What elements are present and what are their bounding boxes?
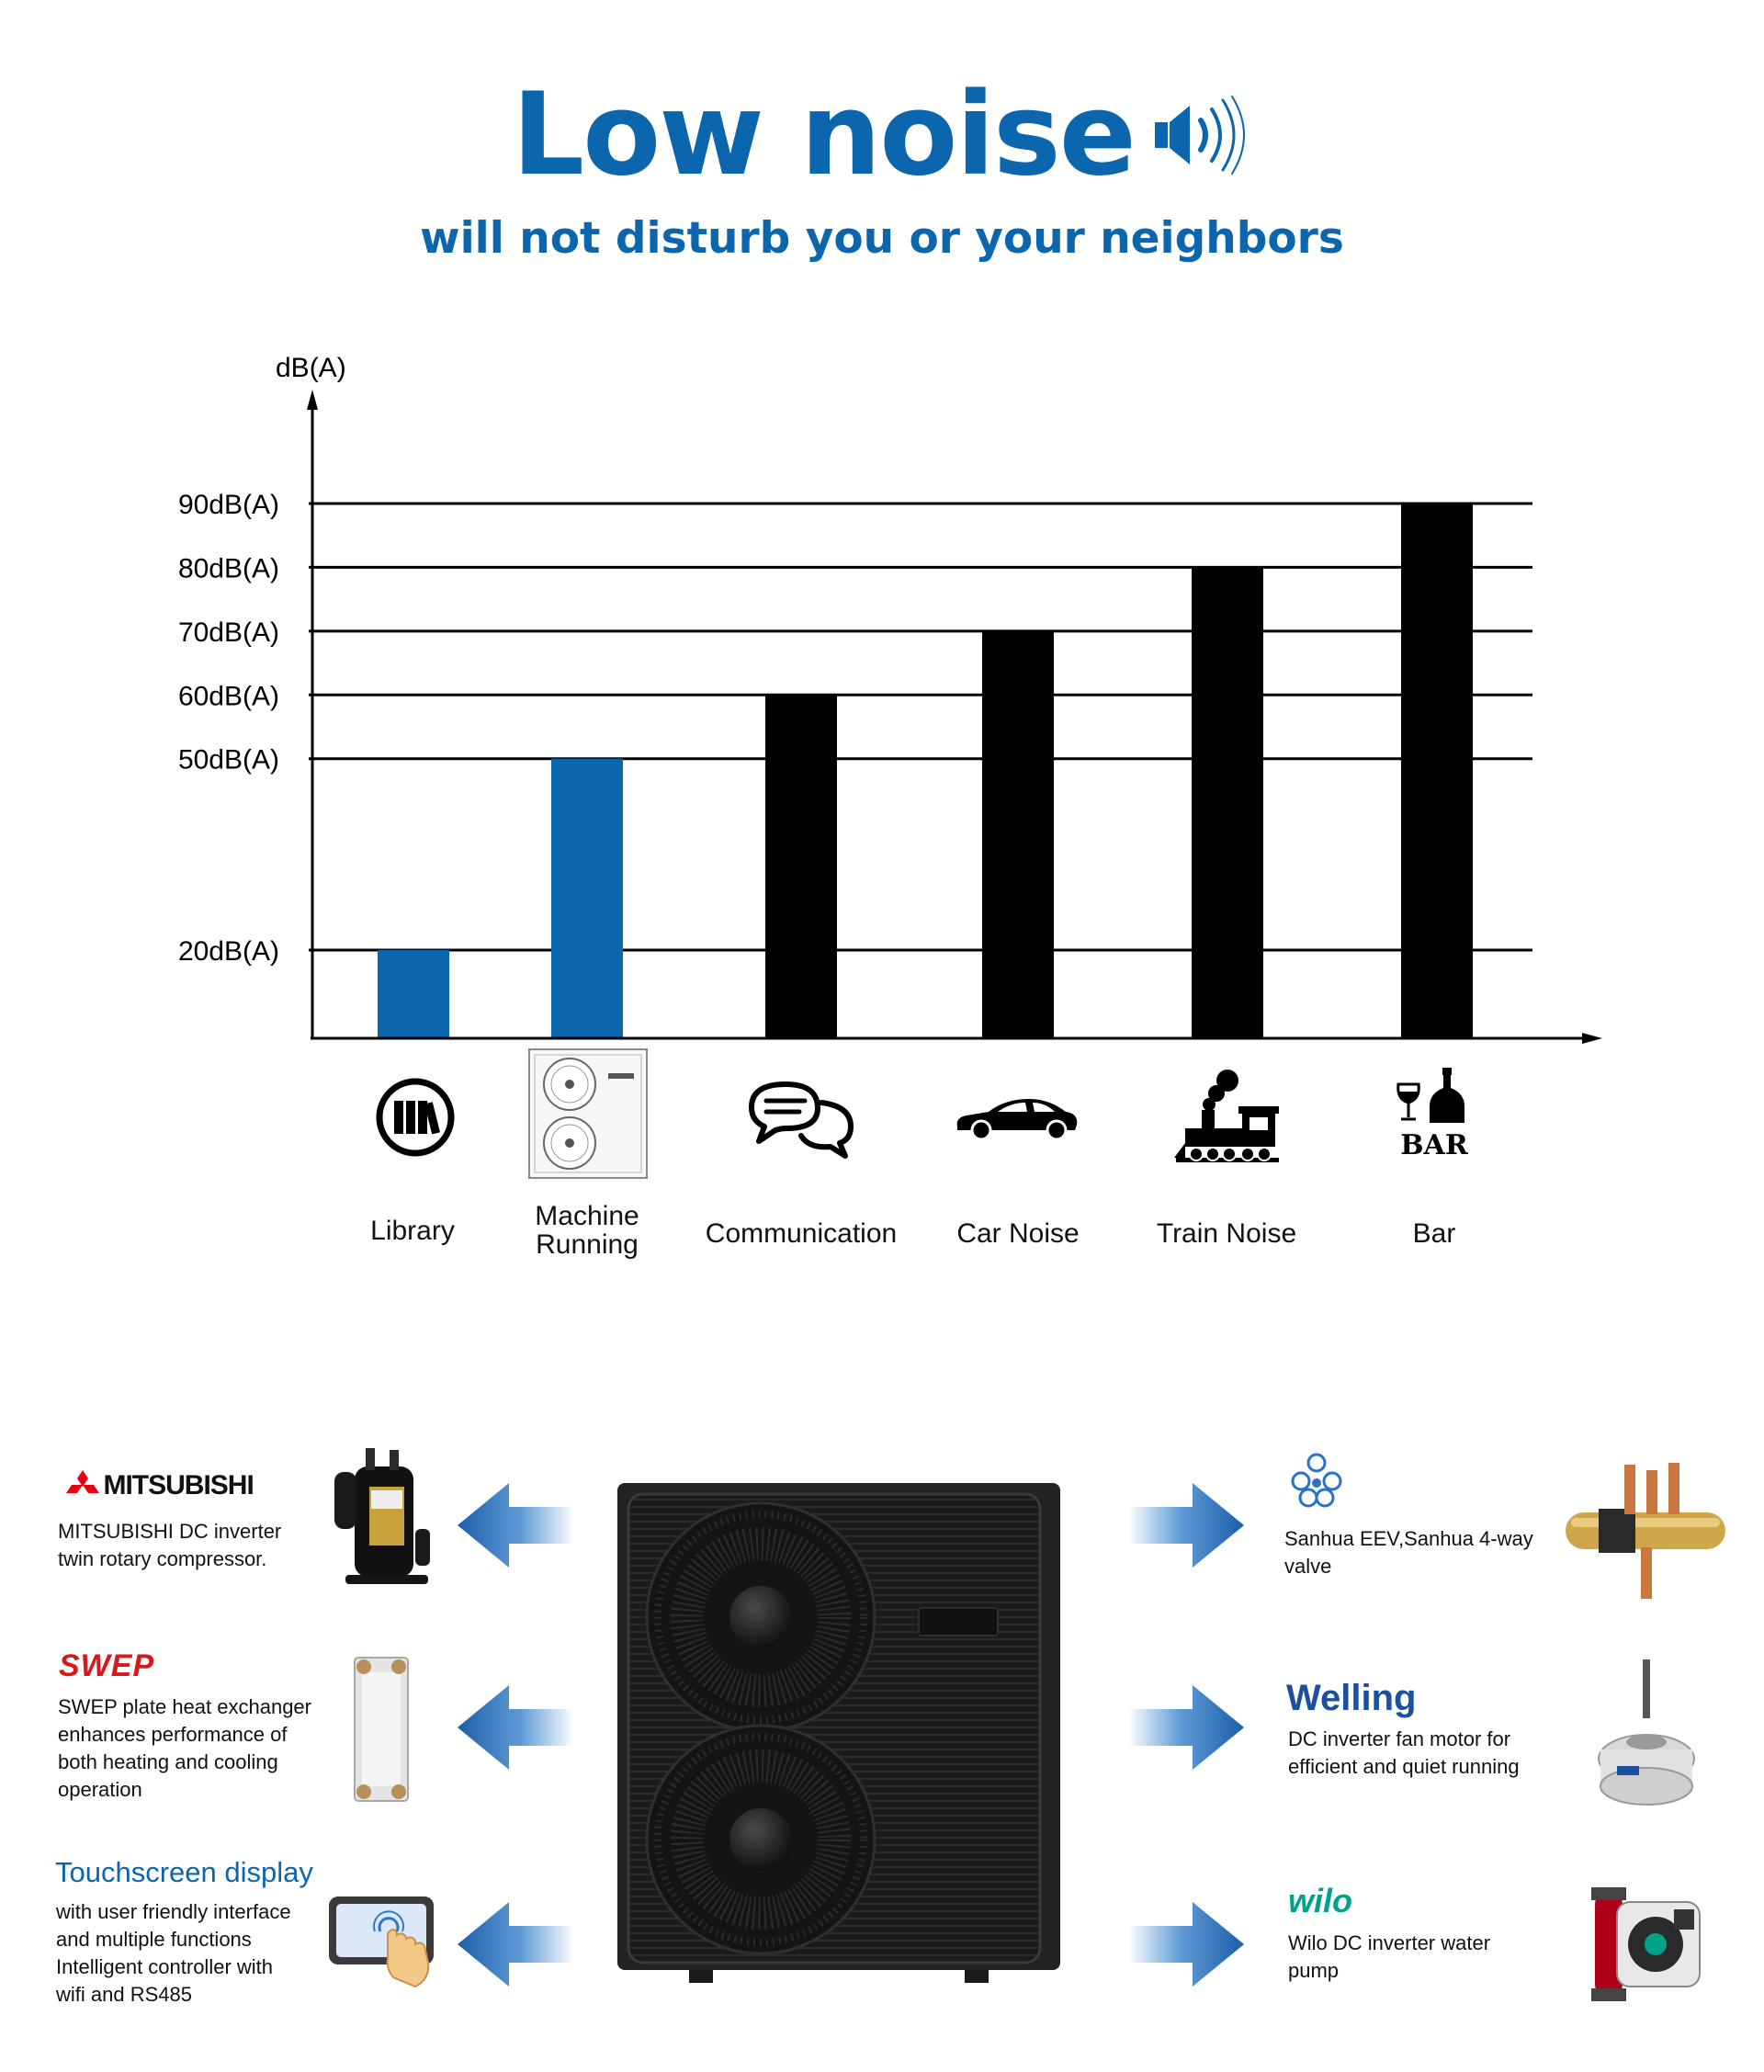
bar-bar [1401, 504, 1473, 1038]
category-label-train-noise: Train Noise [1156, 1218, 1297, 1249]
touchscreen-heading: Touchscreen display [55, 1856, 313, 1888]
title-text: Low noise [512, 69, 1135, 201]
bar-communication [765, 695, 837, 1038]
wilo-wordmark: wilo [1288, 1882, 1352, 1919]
sanhua-description: Sanhua EEV,Sanhua 4-way valve [1284, 1527, 1533, 1578]
arrow-right-wilo [1128, 1902, 1244, 1987]
fan-top [647, 1503, 875, 1731]
y-axis-label: dB(A) [276, 353, 346, 383]
arrow-left-compressor [458, 1483, 573, 1568]
welling-wordmark: Welling [1286, 1678, 1417, 1718]
mitsubishi-diamonds-icon [66, 1470, 99, 1501]
machine-unit-icon [527, 1047, 649, 1180]
welling-description: DC inverter fan motor for efficient and quiet running [1288, 1727, 1520, 1778]
mitsubishi-description: MITSUBISHI DC inverter twin rotary compressor. [58, 1520, 282, 1570]
fan-motor-photo [1589, 1658, 1700, 1812]
chart-bars [378, 504, 1473, 1038]
category-label-bar: Bar [1412, 1218, 1456, 1249]
mitsubishi-wordmark: MITSUBISHI [103, 1470, 254, 1500]
y-tick-labels [178, 490, 279, 967]
arrow-right-sanhua [1128, 1483, 1244, 1568]
bar-library [378, 950, 449, 1038]
y-tick-label: 20dB(A) [177, 936, 279, 967]
arrow-left-touchscreen [458, 1902, 573, 1987]
y-tick-label: 60dB(A) [177, 681, 279, 712]
category-label-library: Library [370, 1216, 455, 1246]
category-label-machine-running: Machine Running [535, 1201, 639, 1260]
y-tick-label: 80dB(A) [177, 553, 279, 584]
touchscreen-description: with user friendly interface and multiple functions Intelligent controller with wifi and RS485 [56, 1900, 291, 2006]
bar-car-noise [982, 631, 1054, 1038]
page-subtitle: will not disturb you or your neighbors [420, 213, 1344, 264]
car-icon [954, 1095, 1080, 1141]
swep-description: SWEP plate heat exchanger enhances performance of both heating and cooling operation [58, 1695, 311, 1801]
library-icon [375, 1077, 456, 1158]
y-tick-label: 50dB(A) [177, 744, 279, 776]
bar-train-noise [1192, 567, 1263, 1038]
arrow-right-welling [1128, 1685, 1244, 1770]
compressor-photo [333, 1446, 435, 1599]
wilo-description: Wilo DC inverter water pump [1288, 1931, 1491, 1982]
train-icon [1172, 1066, 1283, 1167]
arrow-left-heat-exchanger [458, 1685, 573, 1770]
y-tick-label: 90dB(A) [177, 490, 279, 520]
category-label-communication: Communication [705, 1218, 898, 1249]
four-way-valve-photo [1562, 1461, 1729, 1601]
sanhua-logo-icon [1286, 1450, 1347, 1509]
chart-grid [309, 504, 1532, 950]
bar-icon-text: BAR [1400, 1129, 1468, 1161]
mitsubishi-logo [66, 1470, 254, 1501]
bar-icon [1393, 1066, 1476, 1167]
heat-pump-unit-image [616, 1481, 1062, 1985]
touchscreen-icon [327, 1895, 441, 1990]
swep-logo [59, 1648, 154, 1684]
page-title [0, 69, 1764, 201]
welling-logo [1286, 1678, 1416, 1719]
fan-bottom [647, 1726, 875, 1953]
noise-chart [0, 349, 1764, 1084]
heat-exchanger-photo [351, 1654, 413, 1805]
y-tick-label: 70dB(A) [177, 617, 279, 648]
x-axis-arrow [1582, 1033, 1602, 1044]
speaker-icon [1151, 91, 1252, 179]
swep-wordmark: SWEP [59, 1648, 155, 1683]
category-label-car-noise: Car Noise [956, 1218, 1080, 1249]
bar-machine-running [551, 759, 623, 1038]
speech-bubbles-icon [744, 1075, 858, 1160]
y-axis-arrow [307, 390, 318, 410]
wilo-logo [1288, 1882, 1352, 1920]
water-pump-photo [1589, 1884, 1703, 2005]
